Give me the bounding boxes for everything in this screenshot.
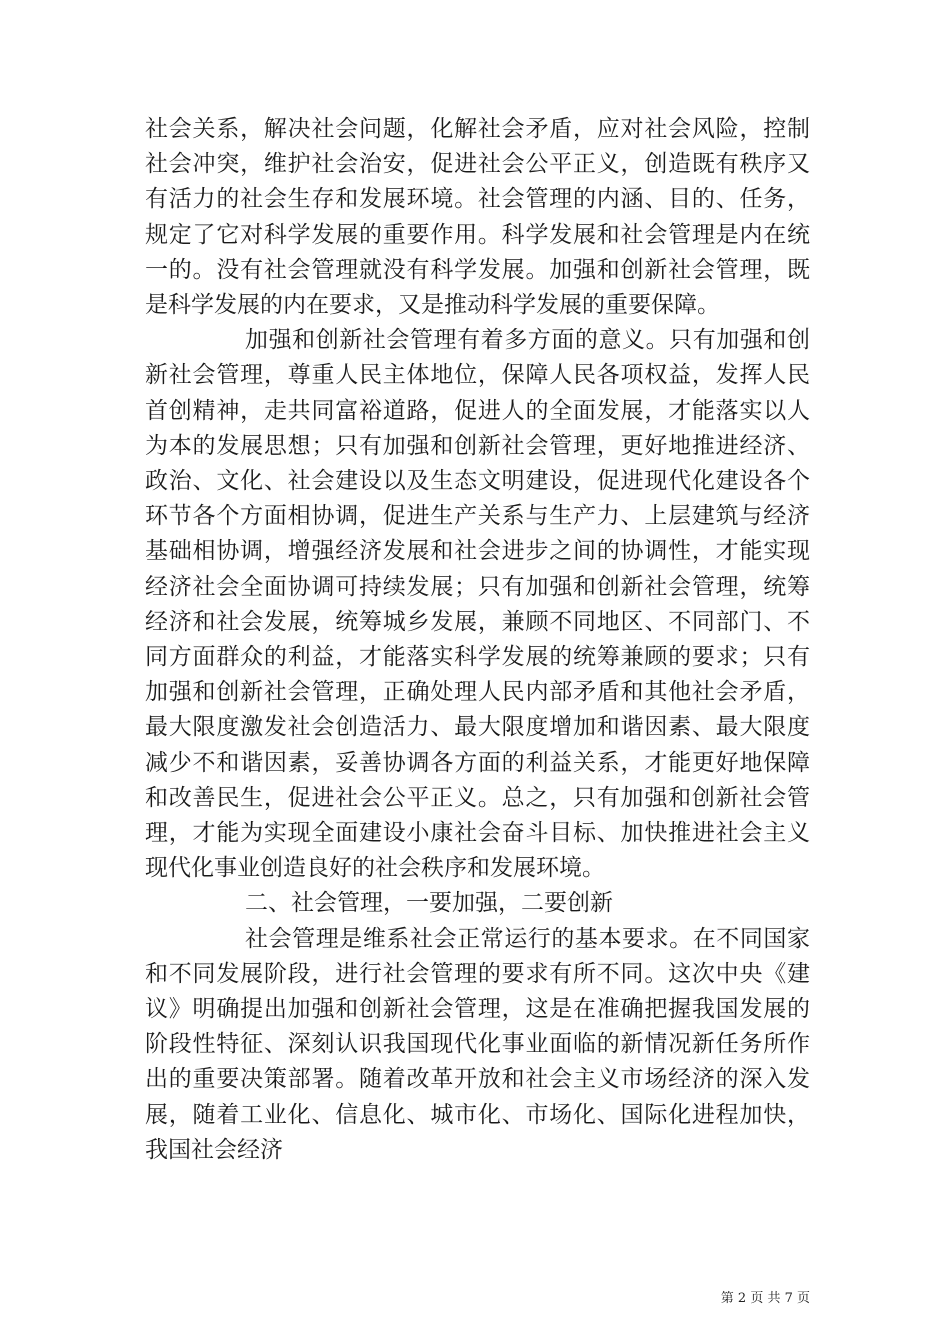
document-body — [145, 112, 810, 1168]
page-number: 第 2 页 共 7 页 — [720, 1291, 810, 1306]
paragraph-requirements: 社会管理是维系社会正常运行的基本要求。在不同国家和不同发展阶段，进行社会管理的要求有所不同。这次中央《建议》明确提出加强和创新社会管理，这是在准确把握我国发展的阶段性特征、深刻认识我国现代化事业面临的新情况新任务所作出的重要决策部署。随着改革开放和社会主义市场经济的深入发展，随着工业化、信息化、城市化、市场化、国际化进程加快，我国社会经济 — [145, 925, 810, 1163]
paragraph-continuation: 社会关系，解决社会问题，化解社会矛盾，应对社会风险，控制社会冲突，维护社会治安，促进社会公平正义，创造既有秩序又有活力的社会生存和发展环境。社会管理的内涵、目的、任务，规定了它对科学发展的重要作用。科学发展和社会管理是内在统一的。没有社会管理就没有科学发展。加强和创新社会管理，既是科学发展的内在要求，又是推动科学发展的重要保障。 — [145, 116, 810, 319]
section-heading: 二、社会管理，一要加强，二要创新 — [245, 890, 613, 917]
paragraph-significance: 加强和创新社会管理有着多方面的意义。只有加强和创新社会管理，尊重人民主体地位，保障人民各项权益，发挥人民首创精神，走共同富裕道路，促进人的全面发展，才能落实以人为本的发展思想；只有加强和创新社会管理，更好地推进经济、政治、文化、社会建设以及生态文明建设，促进现代化建设各个环节各个方面相协调，促进生产关系与生产力、上层建筑与经济基础相协调，增强经济发展和社会进步之间的协调性，才能实现经济社会全面协调可持续发展；只有加强和创新社会管理，统筹经济和社会发展，统筹城乡发展，兼顾不同地区、不同部门、不同方面群众的利益，才能落实科学发展的统筹兼顾的要求；只有加强和创新社会管理，正确处理人民内部矛盾和其他社会矛盾，最大限度激发社会创造活力、最大限度增加和谐因素、最大限度减少不和谐因素，妥善协调各方面的利益关系，才能更好地保障和改善民生，促进社会公平正义。总之，只有加强和创新社会管理，才能为实现全面建设小康社会奋斗目标、加快推进社会主义现代化事业创造良好的社会秩序和发展环境。 — [145, 327, 810, 882]
